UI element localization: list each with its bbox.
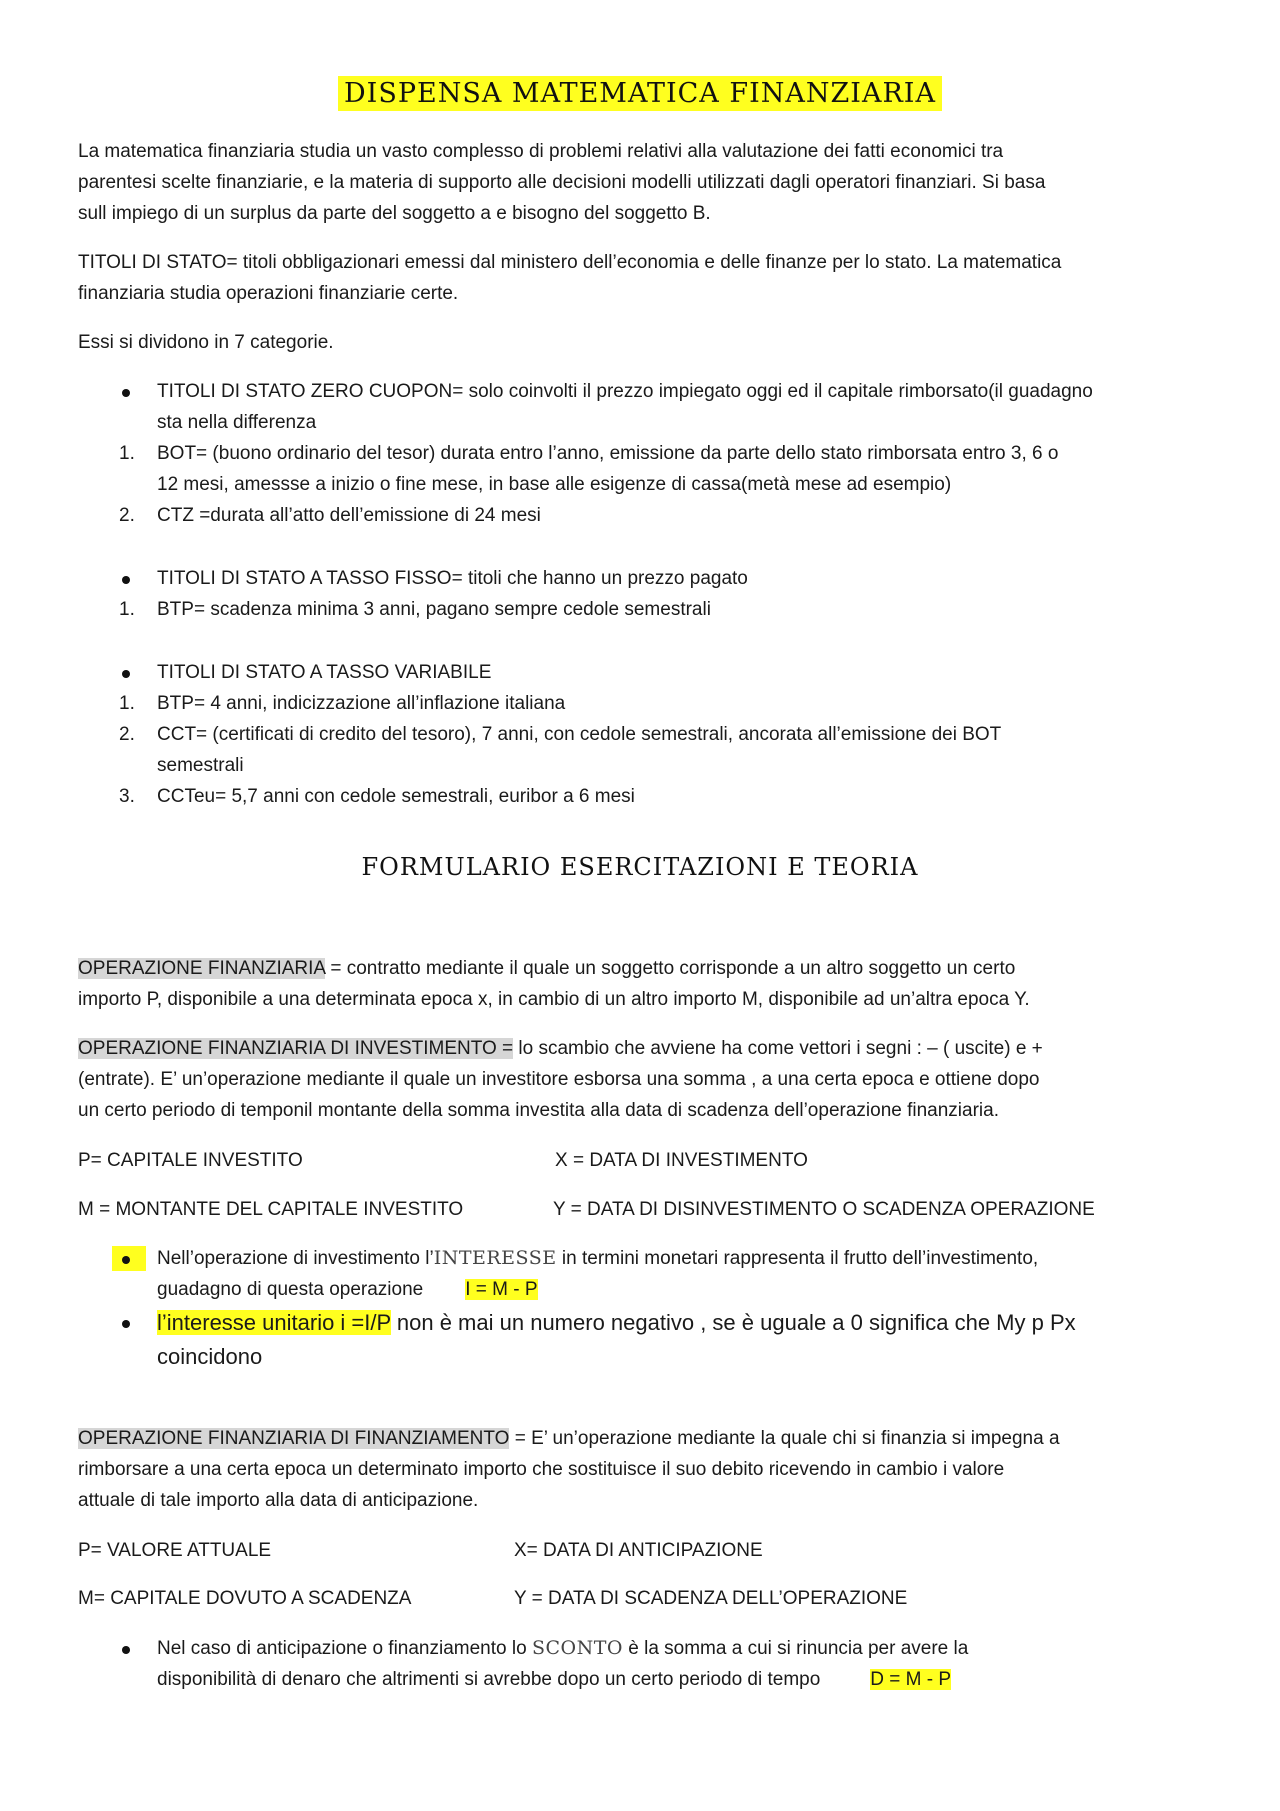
p-definition: P= CAPITALE INVESTITO <box>78 1150 303 1171</box>
bullet-icon <box>122 576 130 584</box>
op-fin-line-1: OPERAZIONE FINANZIARIA = contratto mediante il quale un soggetto corrisponde a un altro soggetto un certo <box>78 958 1016 979</box>
document-title: DISPENSA MATEMATICA FINANZIARIA <box>338 76 942 111</box>
op-fin2-line-3: attuale di tale importo alla data di anticipazione. <box>78 1490 479 1511</box>
bullet-icon <box>122 1646 130 1654</box>
x-definition: X = DATA DI INVESTIMENTO <box>555 1150 808 1171</box>
p-definition: P= VALORE ATTUALE <box>78 1540 272 1561</box>
m-definition: M= CAPITALE DOVUTO A SCADENZA <box>78 1588 412 1609</box>
op-fin2-line-2: rimborsare a una certa epoca un determinato importo che sostituisce il suo debito ricevendo in cambio i valore <box>78 1459 1005 1480</box>
m-definition: M = MONTANTE DEL CAPITALE INVESTITO <box>78 1199 464 1220</box>
sconto-term: SCONTO <box>531 1637 623 1659</box>
section-title: FORMULARIO ESERCITAZIONI E TEORIA <box>361 853 919 881</box>
bullet-icon <box>122 1256 130 1264</box>
formula-sconto: D = M - P <box>870 1669 952 1690</box>
bullet-icon <box>122 389 130 397</box>
document-page: DISPENSA MATEMATICA FINANZIARIA La matematica finanziaria studia un vasto complesso di problemi relativi alla valutazione dei fatti economici tra parentesi scelte finanziarie, e la materia di supporto alle decisioni modelli utilizzati dagli operatori finanziari. Si basa sull impiego di un surplus da parte del soggetto a e bisogno del soggetto B. TITOLI DI STATO= titoli obbligazionari emessi dal ministero dell’economia e delle finanze per lo stato. La matematica finanziaria studia operazioni finanziarie certe. Essi si dividono in 7 categorie. TITOLI DI STATO ZERO CUOPON= solo coinvolti il prezzo impiegato oggi ed il capitale rimborsato(il guadagno sta nella differenza 1. BOT= (buono ordinario del tesor) durata entro l’anno, emissione da parte dello stato rimborsata entro 3, 6 o 12 mesi, amessse a inizio o fine mese, in base alle esigenze di cassa(metà mese ad esempio) 2. CTZ =durata all’atto dell’emissione di 24 mesi TITOLI DI STATO A TASSO FISSO= titoli che hanno un prezzo pagato 1. BTP= scadenza minima 3 anni, pagano sempre cedole semestrali TITOLI DI STATO A TASSO VARIABILE 1. BTP= 4 anni, indicizzazione all’inflazione italiana 2. CCT= (certificati di credito del tesoro), 7 anni, con cedole semestrali, ancorata all’emissione dei BOT semestrali 3. CCTeu= 5,7 anni con cedole semestrali, euribor a 6 mesi FORMULARIO ESERCITAZIONI E TEORIA OPERAZIONE FINANZIARIA = contratto mediante il quale un soggetto corrisponde a un altro soggetto un certo importo P, disponibile a una determinata epoca x, in cambio di un altro importo M, disponibile ad un’altra epoca Y. OPERAZIONE FINANZIARIA DI INVESTIMENTO = lo scambio che avviene ha come vettori i segni : – ( uscite) e + (entrate). E’ un’operazione mediante il quale un investitore esborsa una somma , a una certa epoca e ottiene dopo un certo periodo di temponil montante della somma investita alla data di scadenza dell’operazione finanziaria. P= CAPITALE INVESTITO X = DATA DI INVESTIMENTO M = MONTANTE DEL CAPITALE INVESTITO Y = DATA DI DISINVESTIMENTO O SCADENZA OPERAZIONE Nell’operazione di investimento l’INTERESSE in termini monetari rappresenta il frutto dell’investimento, guadagno di questa operazione I = M - P l’interesse unitario i =I/P non è mai un numero negativo , se è uguale a 0 significa che My p Px coincidono OPERAZIONE FINANZIARIA DI FINANZIAMENTO = E’ un’operazione mediante la quale chi si finanzia si impegna a rimborsare a una certa epoca un determinato importo che sostituisce il suo debito ricevendo in cambio i valore attuale di tale importo alla data di anticipazione. P= VALORE ATTUALE X= DATA DI ANTICIPAZIONE M= CAPITALE DOVUTO A SCADENZA Y = DATA DI SCADENZA DELL’OPERAZIONE Nel caso di anticipazione o finanziamento lo SCONTO è la somma a cui si rinuncia per avere la disponibilità di denaro che altrimenti si avrebbe dopo un certo periodo di tempo D = M - P <box>0 0 1280 1811</box>
intro-line-3: sull impiego di un surplus da parte del soggetto a e bisogno del soggetto B. <box>78 203 711 224</box>
op-fin2-line-1: OPERAZIONE FINANZIARIA DI FINANZIAMENTO = E’ un’operazione mediante la quale chi si finanzia si impegna a <box>78 1428 1060 1449</box>
op-fin-line-2: importo P, disponibile a una determinata epoca x, in cambio di un altro importo M, disponibile ad un’altra epoca Y. <box>78 989 1030 1010</box>
bullet-icon <box>122 1320 130 1328</box>
term-label: OPERAZIONE FINANZIARIA DI INVESTIMENTO = <box>78 1038 514 1059</box>
intro-line-1: La matematica finanziaria studia un vasto complesso di problemi relativi alla valutazione dei fatti economici tra <box>78 141 1004 162</box>
y-definition: Y = DATA DI DISINVESTIMENTO O SCADENZA OPERAZIONE <box>553 1199 1095 1220</box>
x-definition: X= DATA DI ANTICIPAZIONE <box>514 1540 763 1561</box>
categorie-text: Essi si dividono in 7 categorie. <box>78 332 334 353</box>
op-inv-line-2: (entrate). E’ un’operazione mediante il quale un investitore esborsa una somma , a una certa epoca e ottiene dopo <box>78 1069 1040 1090</box>
op-inv-line-3: un certo periodo di temponil montante della somma investita alla data di scadenza dell’operazione finanziaria. <box>78 1100 999 1121</box>
term-label: OPERAZIONE FINANZIARIA <box>78 958 326 979</box>
bullet-icon <box>122 670 130 678</box>
titoli-line-1: TITOLI DI STATO= titoli obbligazionari emessi dal ministero dell’economia e delle finanze per lo stato. La matematica <box>78 252 1062 273</box>
formula-interesse-unitario: l’interesse unitario i =I/P <box>157 1310 391 1335</box>
op-inv-line-1: OPERAZIONE FINANZIARIA DI INVESTIMENTO = lo scambio che avviene ha come vettori i segni : – ( uscite) e + <box>78 1038 1043 1059</box>
intro-line-2: parentesi scelte finanziarie, e la materia di supporto alle decisioni modelli utilizzati dagli operatori finanziari. Si basa <box>78 172 1046 193</box>
titoli-line-2: finanziaria studia operazioni finanziarie certe. <box>78 283 459 304</box>
term-label: OPERAZIONE FINANZIARIA DI FINANZIAMENTO <box>78 1428 510 1449</box>
interesse-term: INTERESSE <box>433 1247 557 1269</box>
y-definition: Y = DATA DI SCADENZA DELL’OPERAZIONE <box>514 1588 908 1609</box>
formula-interesse: I = M - P <box>465 1279 538 1300</box>
